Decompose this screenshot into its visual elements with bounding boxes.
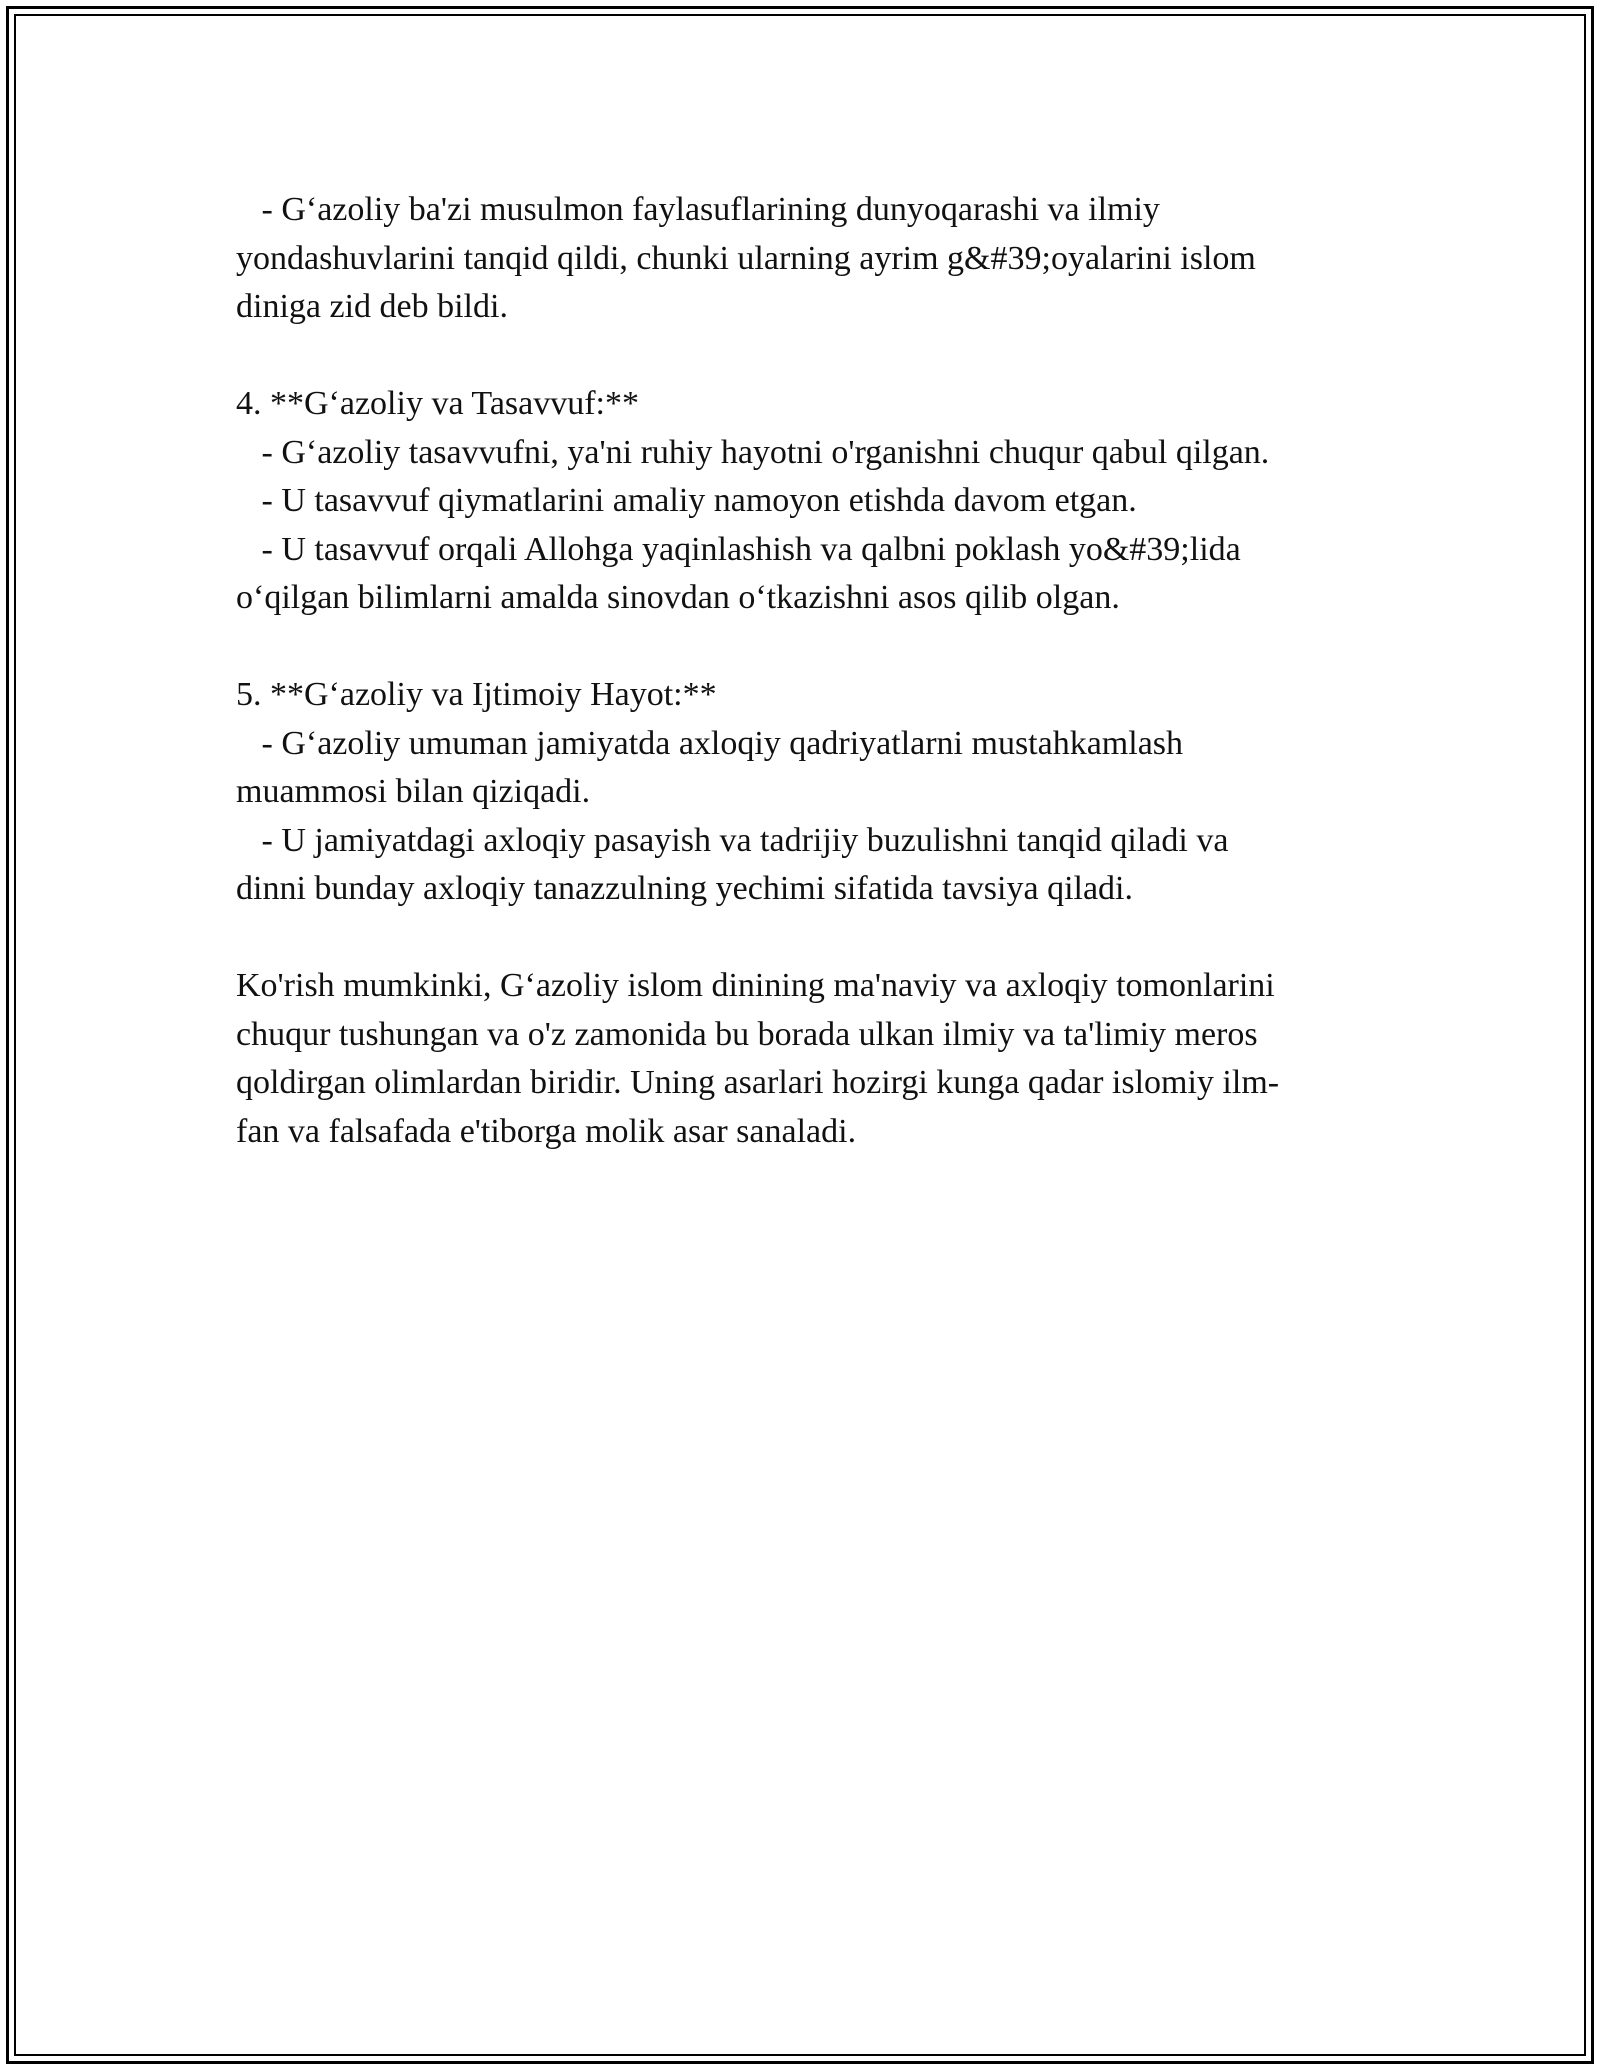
text-line: o‘qilgan bilimlarni amalda sinovdan o‘tkazishni asos qilib olgan. bbox=[236, 579, 1120, 616]
text-line: - U tasavvuf orqali Allohga yaqinlashish va qalbni poklash yo&#39;lida bbox=[236, 530, 1241, 568]
paragraph-conclusion bbox=[236, 962, 1376, 1156]
text-line: diniga zid deb bildi. bbox=[236, 288, 508, 325]
section-tasavvuf bbox=[236, 380, 1376, 623]
text-line: muammosi bilan qiziqadi. bbox=[236, 773, 591, 810]
text-line: qoldirgan olimlardan biridir. Uning asarlari hozirgi kunga qadar islomiy ilm- bbox=[236, 1064, 1280, 1101]
section-heading: 5. **G‘azoliy va Ijtimoiy Hayot:** bbox=[236, 676, 717, 713]
text-line: - G‘azoliy ba'zi musulmon faylasuflarining dunyoqarashi va ilmiy bbox=[236, 191, 1160, 228]
text-line: fan va falsafada e'tiborga molik asar sanaladi. bbox=[236, 1112, 857, 1150]
text-line: chuqur tushungan va o'z zamonida bu borada ulkan ilmiy va ta'limiy meros bbox=[236, 1015, 1258, 1053]
paragraph-critique-philosophers bbox=[236, 186, 1376, 332]
text-line: dinni bunday axloqiy tanazzulning yechimi sifatida tavsiya qiladi. bbox=[236, 870, 1133, 907]
text-line: Ko'rish mumkinki, G‘azoliy islom dinining ma'naviy va axloqiy tomonlarini bbox=[236, 967, 1275, 1004]
text-line: - G‘azoliy umuman jamiyatda axloqiy qadriyatlarni mustahkamlash bbox=[236, 724, 1184, 762]
text-line: - G‘azoliy tasavvufni, ya'ni ruhiy hayotni o'rganishni chuqur qabul qilgan. bbox=[236, 433, 1270, 471]
text-line: yondashuvlarini tanqid qildi, chunki ularning ayrim g&#39;oyalarini islom bbox=[236, 239, 1256, 277]
text-line: - U jamiyatdagi axloqiy pasayish va tadrijiy buzulishni tanqid qiladi va bbox=[236, 821, 1229, 859]
text-line: - U tasavvuf qiymatlarini amaliy namoyon etishda davom etgan. bbox=[236, 482, 1137, 519]
section-heading: 4. **G‘azoliy va Tasavvuf:** bbox=[236, 385, 640, 422]
section-social-life bbox=[236, 671, 1376, 914]
document-body bbox=[236, 186, 1376, 1205]
